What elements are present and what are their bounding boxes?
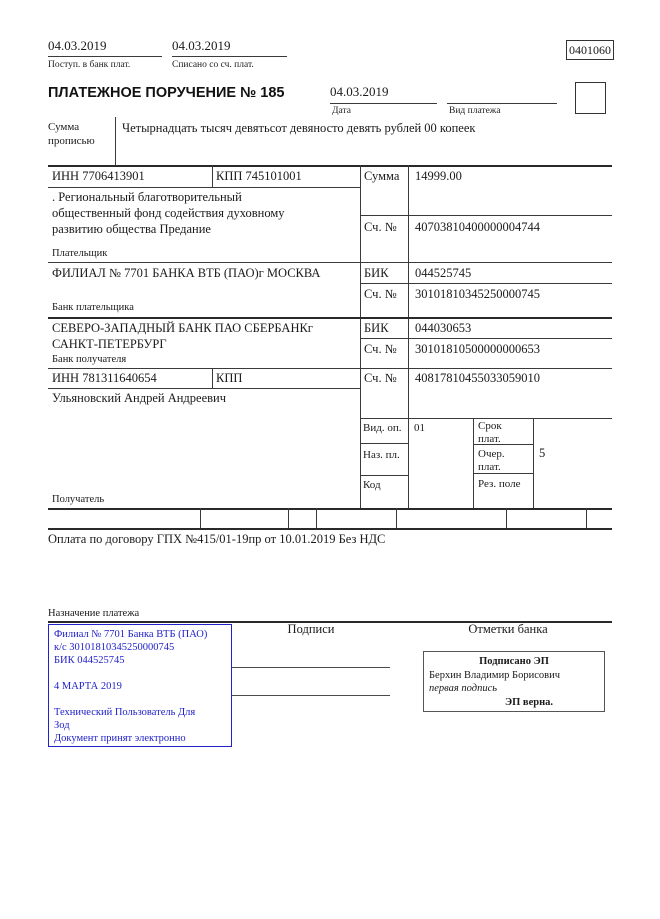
table-line [360,443,408,444]
amount-words-label: Сумма прописью [48,121,95,147]
sum-label: Сумма [364,169,400,183]
payee-bank-account: 30101810500000000653 [415,342,540,356]
bank-stamp-line [54,693,226,706]
bank-stamp-line: Технический Пользователь Для [54,707,196,718]
reserve-field-label: Рез. поле [478,478,521,490]
op-type-label: Вид. оп. [363,422,402,434]
table-line [360,418,612,419]
table-line [360,338,612,339]
order-label: Очер. плат. [478,448,505,473]
received-date: 04.03.2019 [48,38,107,53]
table-line [360,475,408,476]
bank-stamp-line: Зод [54,720,70,731]
amount-words-divider [115,117,116,165]
payer-inn: ИНН 7706413901 [52,169,145,183]
payee-label: Получатель [52,494,105,505]
payer-bank-name: ФИЛИАЛ № 7701 БАНКА ВТБ (ПАО)г МОСКВА [52,266,321,280]
order-value: 5 [539,446,546,460]
debited-date-underline [172,56,287,57]
signature-stamp-subtitle: первая подпись [429,683,498,694]
signature-stamp-name: Берхин Владимир Борисович [429,669,560,681]
payer-account: 40703810400000004744 [415,220,540,234]
bank-stamp-line: к/с 30101810345250000745 [54,642,175,653]
document-title: ПЛАТЕЖНОЕ ПОРУЧЕНИЕ № 185 [48,85,285,101]
payee-bank-bik-label: БИК [364,321,389,335]
signature-stamp-title: Подписано ЭП [479,656,549,667]
table-line [212,368,213,388]
payment-purpose-label: Назначение платежа [48,608,140,619]
date-label: Дата [332,106,351,116]
tax-row-divider [396,508,397,528]
payer-bank-account-label: Сч. № [364,287,397,301]
payee-bank-label: Банк получателя [52,354,127,365]
payee-account: 40817810455033059010 [415,371,540,385]
table-line [360,165,361,508]
payee-bank-name-line: САНКТ-ПЕТЕРБУРГ [52,337,167,351]
payer-name-line: развитию общества Предание [52,222,211,236]
payment-type-underline [447,103,557,104]
payee-kpp-label: КПП [216,371,243,385]
sum-value: 14999.00 [415,169,462,183]
tax-row-divider [506,508,507,528]
received-date-label: Поступ. в банк плат. [48,60,131,70]
table-line [360,283,612,284]
bank-stamp-line: Документ принят электронно [54,733,186,744]
op-type-value: 01 [414,422,425,434]
table-line [48,187,360,188]
bank-stamp-line [54,667,226,680]
table-line [48,317,612,319]
table-line [212,165,213,187]
payee-bank-bik: 044030653 [415,321,472,335]
payee-account-label: Сч. № [364,371,397,385]
payer-kpp: КПП 745101001 [216,169,302,183]
table-line [48,262,612,263]
payment-type-box [575,82,606,114]
payer-name-line: . Региональный благотворительный [52,190,242,204]
table-line [360,215,612,216]
table-line [48,368,612,369]
form-code-box: 0401060 [566,40,614,60]
payer-name-line: общественный фонд содействия духовному [52,206,285,220]
due-date-label: Срок плат. [478,420,502,445]
payee-bank-name-line: СЕВЕРО-ЗАПАДНЫЙ БАНК ПАО СБЕРБАНКг [52,321,313,335]
code-label: Код [363,479,381,491]
tax-row-divider [200,508,201,528]
bank-stamp-line: БИК 044525745 [54,655,125,666]
payee-inn: ИНН 781311640654 [52,371,157,385]
signature-stamp [423,651,605,712]
signature-stamp-verified: ЭП верна. [504,696,553,708]
received-date-underline [48,56,162,57]
payer-label: Плательщик [52,248,108,259]
bank-stamp-line: Филиал № 7701 Банка ВТБ (ПАО) [54,629,208,640]
signature-line [232,695,390,696]
payee-name: Ульяновский Андрей Андреевич [52,391,227,405]
tax-row-divider [316,508,317,528]
table-line [48,388,360,389]
payer-account-label: Сч. № [364,220,397,234]
signatures-heading: Подписи [287,622,335,636]
payer-bank-bik: 044525745 [415,266,472,280]
payment-purpose-text: Оплата по договору ГПХ №415/01-19пр от 10.01.2019 Без НДС [48,532,386,546]
amount-words: Четырнадцать тысяч девятьсот девяносто девять рублей 00 копеек [122,121,476,135]
payee-bank-account-label: Сч. № [364,342,397,356]
table-line [48,528,612,530]
table-line [48,508,612,510]
tax-row-divider [586,508,587,528]
date-underline [330,103,437,104]
payer-bank-label: Банк плательщика [52,302,134,313]
document-date: 04.03.2019 [330,84,389,99]
bank-marks-heading: Отметки банка [468,622,548,636]
signature-line [232,667,390,668]
bank-stamp-blue [48,624,232,747]
debited-date-label: Списано со сч. плат. [172,60,254,70]
payment-type-label: Вид платежа [449,106,501,116]
table-line [533,418,534,508]
purpose-code-label: Наз. пл. [363,449,400,461]
table-line [408,165,409,508]
payer-bank-bik-label: БИК [364,266,389,280]
table-line [473,418,474,508]
debited-date: 04.03.2019 [172,38,231,53]
bank-stamp-line: 4 МАРТА 2019 [54,681,122,692]
payer-bank-account: 30101810345250000745 [415,287,540,301]
table-line [48,165,612,167]
tax-row-divider [288,508,289,528]
